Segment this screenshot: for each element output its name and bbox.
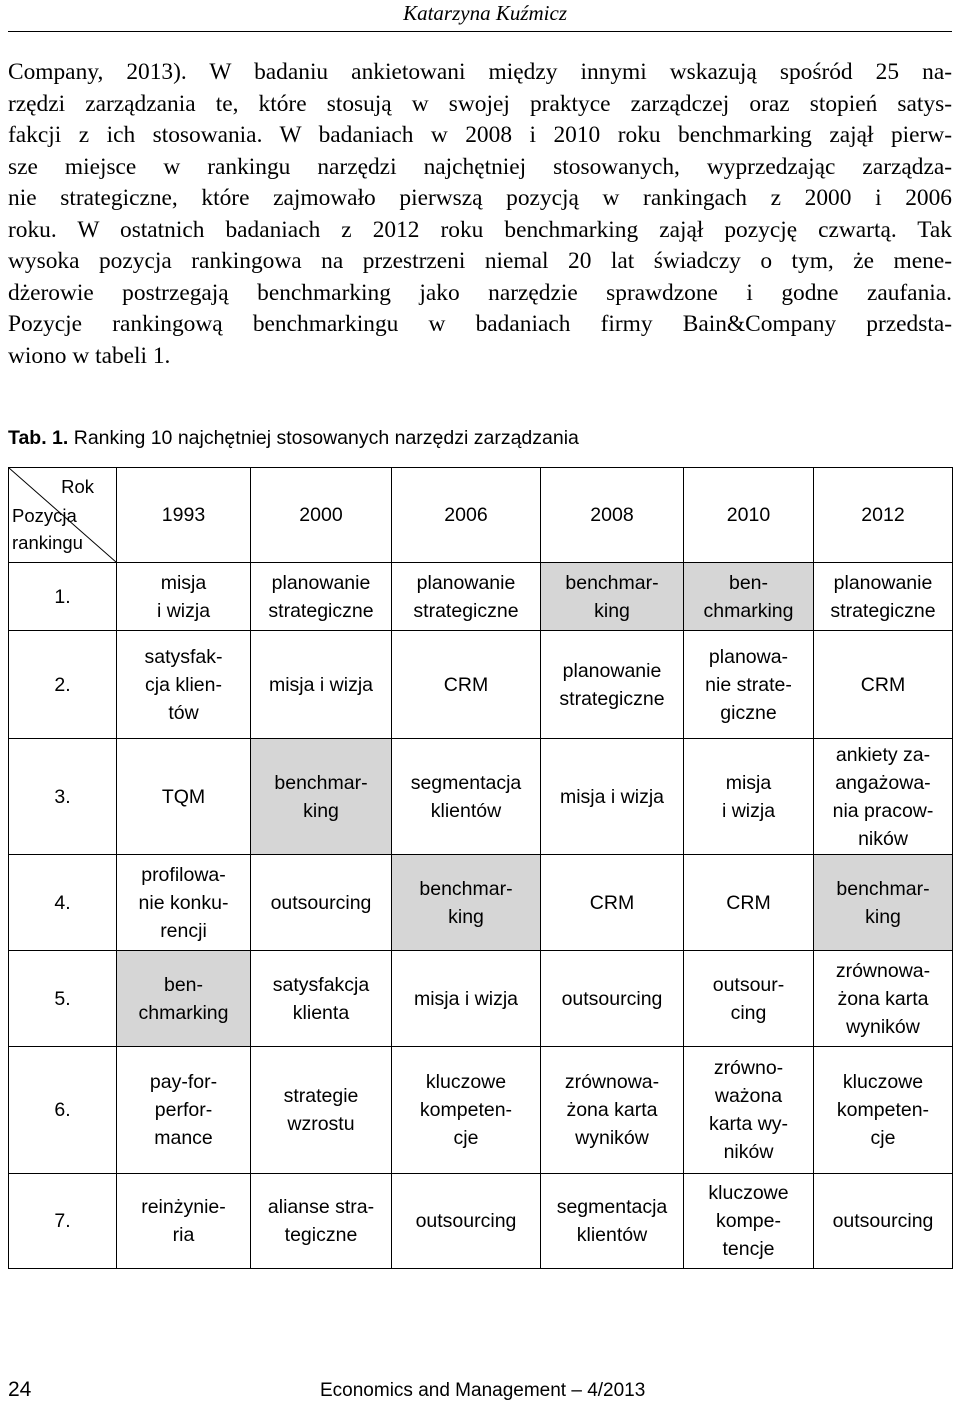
- cell-text: zrównowa- żona karta wyników: [835, 959, 931, 1038]
- table-cell: [684, 739, 814, 855]
- cell-text: pay-for- perfor- mance: [149, 1071, 218, 1149]
- journal-footer: Economics and Management – 4/2013: [320, 1380, 646, 1401]
- cell-text: misja i wizja: [721, 771, 776, 822]
- rank-cell: 5.: [9, 951, 117, 1047]
- year-header-cell: 2008: [541, 468, 684, 563]
- table-cell: [541, 1047, 684, 1174]
- cell-text: outsour- cing: [712, 973, 785, 1024]
- year-header-cell: 2012: [814, 468, 953, 563]
- cell-text: profilowa- nie konku- rencji: [138, 863, 229, 942]
- rank-cell: 2.: [9, 631, 117, 739]
- body-text-line: roku. W ostatnich badaniach z 2012 roku benchmarking zajął pozycję czwartą. Tak: [8, 216, 952, 243]
- year-header-cell: 2010: [684, 468, 814, 563]
- body-text-line: wysoka pozycja rankingowa na przestrzeni niemal 20 lat świadczy o tym, że mene-: [8, 248, 952, 274]
- table-cell: [392, 1174, 541, 1269]
- cell-text: benchmar- king: [419, 877, 513, 928]
- body-text-line: rzędzi zarządzania te, które stosują w swojej praktyce zarządczej oraz stopień satys-: [8, 90, 952, 117]
- table-cell: [392, 563, 541, 631]
- table-row: [9, 1174, 953, 1269]
- corner-position-label: Pozycja rankingu: [12, 505, 83, 553]
- body-paragraph: [8, 57, 952, 372]
- table-cell: [392, 1047, 541, 1174]
- cell-text: benchmar- king: [565, 571, 659, 622]
- cell-text: benchmar- king: [274, 771, 368, 822]
- header-divider: [8, 31, 952, 32]
- cell-text: outsourcing: [561, 987, 663, 1010]
- rank-cell: 3.: [9, 739, 117, 855]
- cell-text: CRM: [443, 673, 489, 696]
- rank-cell: 6.: [9, 1047, 117, 1174]
- table-cell: [814, 739, 953, 855]
- cell-text: alianse stra- tegiczne: [267, 1196, 375, 1246]
- table-cell: [814, 1047, 953, 1174]
- cell-text: kluczowe kompe- tencje: [708, 1182, 789, 1260]
- year-header-cell: 2006: [392, 468, 541, 563]
- cell-text: CRM: [726, 891, 771, 914]
- table-cell-highlighted: [392, 855, 541, 951]
- body-text-line: Company, 2013). W badaniu ankietowani między innymi wskazują spośród 25 na-: [8, 59, 952, 85]
- table-cell-highlighted: [251, 739, 392, 855]
- cell-text: CRM: [589, 891, 635, 914]
- body-text-line: Pozycje rankingową benchmarkingu w badaniach firmy Bain&Company przedsta-: [8, 311, 952, 337]
- cell-text: outsourcing: [270, 891, 372, 914]
- table-cell-highlighted: [814, 855, 953, 951]
- cell-text: ben- chmarking: [703, 571, 794, 622]
- cell-text: strategie wzrostu: [283, 1085, 359, 1135]
- table-row: [9, 563, 953, 631]
- body-text-line: dżerowie postrzegają benchmarking jako narzędzie sprawdzone i godne zaufania.: [8, 279, 952, 306]
- rank-cell: 7.: [9, 1174, 117, 1269]
- table-cell: [117, 1047, 251, 1174]
- cell-text: misja i wizja: [156, 571, 211, 622]
- table-caption-text: Ranking 10 najchętniej stosowanych narzędzi zarządzania: [68, 427, 579, 449]
- table-cell: [684, 951, 814, 1047]
- table-cell: [684, 1047, 814, 1174]
- rank-cell: 4.: [9, 855, 117, 951]
- cell-text: segmentacja klientów: [556, 1196, 668, 1246]
- table-cell: [684, 631, 814, 739]
- table-cell: [251, 951, 392, 1047]
- table-cell: [814, 1174, 953, 1269]
- page-number: 24: [8, 1378, 32, 1401]
- table-cell: [117, 563, 251, 631]
- table-cell: [117, 739, 251, 855]
- table-row: [9, 631, 953, 739]
- table-cell: [251, 1047, 392, 1174]
- cell-text: TQM: [161, 785, 206, 808]
- cell-text: planowanie strategiczne: [413, 571, 519, 622]
- table-cell: [541, 1174, 684, 1269]
- cell-text: outsourcing: [832, 1210, 934, 1232]
- table-cell: [541, 951, 684, 1047]
- year-header-cell: 2000: [251, 468, 392, 563]
- table-cell: [814, 563, 953, 631]
- cell-text: outsourcing: [415, 1210, 517, 1232]
- table-cell: [117, 1174, 251, 1269]
- cell-text: zrówno- ważona karta wy- ników: [708, 1057, 789, 1163]
- cell-text: planowanie strategiczne: [559, 659, 665, 710]
- table-cell: [814, 631, 953, 739]
- cell-text: kluczowe kompeten- cje: [836, 1071, 930, 1149]
- table-caption: [8, 424, 579, 452]
- table-cell: [541, 855, 684, 951]
- cell-text: satysfakcja klienta: [272, 973, 370, 1024]
- cell-text: CRM: [860, 673, 906, 696]
- table-cell: [251, 1174, 392, 1269]
- cell-text: segmentacja klientów: [410, 771, 522, 822]
- cell-text: reinżynie- ria: [141, 1196, 226, 1246]
- cell-text: benchmar- king: [836, 877, 930, 928]
- cell-text: satysfak- cja klien- tów: [144, 645, 223, 724]
- table-header-row: [9, 468, 953, 563]
- table-cell: [392, 739, 541, 855]
- table-cell: [251, 563, 392, 631]
- table-cell: [392, 631, 541, 739]
- body-text-line: fakcji z ich stosowania. W badaniach w 2008 i 2010 roku benchmarking zajął pierw-: [8, 122, 952, 148]
- rank-cell: 1.: [9, 563, 117, 631]
- table-caption-label: Tab. 1.: [8, 427, 69, 449]
- table-corner-cell: [9, 468, 117, 563]
- ranking-table: [8, 467, 953, 1269]
- cell-text: kluczowe kompeten- cje: [419, 1071, 513, 1149]
- table-row: [9, 1047, 953, 1174]
- cell-text: ben- chmarking: [138, 973, 229, 1024]
- table-cell: [251, 855, 392, 951]
- table-cell-highlighted: [684, 563, 814, 631]
- cell-text: misja i wizja: [413, 987, 518, 1010]
- table-cell: [814, 951, 953, 1047]
- table-cell: [541, 739, 684, 855]
- cell-text: planowanie strategiczne: [268, 571, 374, 622]
- table-cell-highlighted: [541, 563, 684, 631]
- table-cell: [684, 1174, 814, 1269]
- table-cell: [117, 631, 251, 739]
- cell-text: planowanie strategiczne: [830, 571, 936, 622]
- table-row: [9, 855, 953, 951]
- cell-text: ankiety za- angażowa- nia pracow- ników: [832, 743, 934, 850]
- table-cell: [117, 855, 251, 951]
- cell-text: misja i wizja: [559, 785, 664, 808]
- body-text-line: sze miejsce w rankingu narzędzi najchętniej stosowanych, wyprzedzając zarządza-: [8, 153, 952, 180]
- body-text-line: wiono w tabeli 1.: [8, 342, 171, 369]
- cell-text: misja i wizja: [268, 673, 373, 696]
- table-row: [9, 739, 953, 855]
- cell-text: planowa- nie strate- giczne: [705, 645, 792, 724]
- body-text-line: nie strategiczne, które zajmowało pierwszą pozycją w rankingach z 2000 i 2006: [8, 185, 952, 211]
- table-cell: [392, 951, 541, 1047]
- corner-year-label: Rok: [61, 476, 94, 497]
- cell-text: zrównowa- żona karta wyników: [564, 1071, 660, 1149]
- table-cell-highlighted: [117, 951, 251, 1047]
- table-cell: [684, 855, 814, 951]
- year-header-cell: 1993: [117, 468, 251, 563]
- table-row: [9, 951, 953, 1047]
- table-cell: [541, 631, 684, 739]
- table-cell: [251, 631, 392, 739]
- running-header-author: Katarzyna Kuźmicz: [403, 1, 567, 25]
